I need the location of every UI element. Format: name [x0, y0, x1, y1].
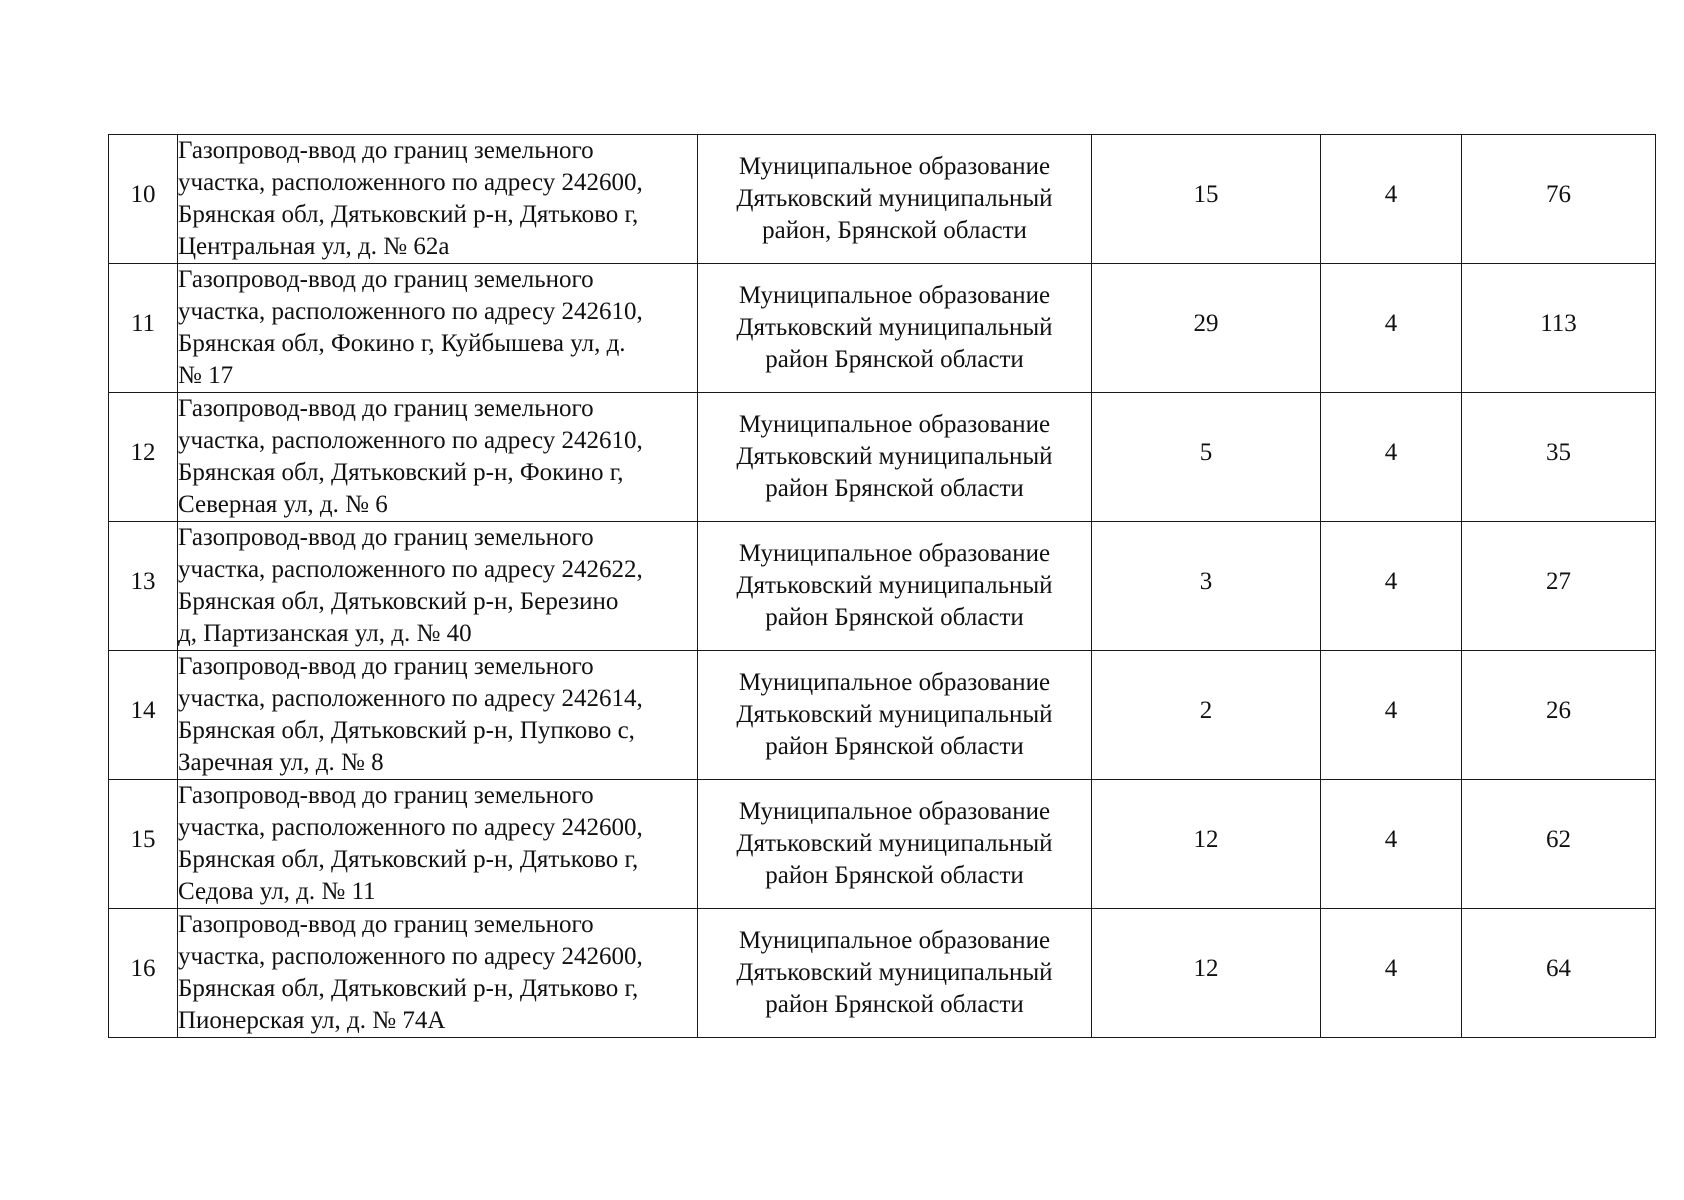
table-body — [109, 135, 1656, 1038]
category-cell — [1321, 780, 1462, 909]
owner-cell — [698, 135, 1092, 264]
owner-cell — [698, 780, 1092, 909]
owner-cell — [698, 909, 1092, 1038]
document-page — [108, 134, 1656, 1038]
object-description-cell — [178, 909, 698, 1038]
owner-cell — [698, 264, 1092, 393]
table-row — [109, 264, 1656, 393]
category-cell — [1321, 393, 1462, 522]
length-cell — [1092, 651, 1321, 780]
length-value: 15 — [1193, 181, 1219, 208]
row-number-cell — [109, 522, 178, 651]
category-cell — [1321, 651, 1462, 780]
amount-cell — [1462, 780, 1656, 909]
category-cell — [1321, 909, 1462, 1038]
row-number: 12 — [130, 439, 156, 466]
owner-name: Муниципальное образование Дятьковский муниципальный район Брянской области — [736, 927, 1053, 1018]
length-value: 3 — [1199, 568, 1213, 595]
table-row — [109, 909, 1656, 1038]
row-number-cell — [109, 393, 178, 522]
object-description: Газопровод-ввод до границ земельного участка, расположенного по адресу 242614, Брянская обл, Дятьковский р-н, Пупково с, Заречная ул, д. № 8 — [178, 653, 643, 776]
table-row — [109, 135, 1656, 264]
amount-value: 62 — [1546, 826, 1571, 853]
length-cell — [1092, 522, 1321, 651]
length-cell — [1092, 264, 1321, 393]
table-row — [109, 651, 1656, 780]
category-value: 4 — [1384, 697, 1398, 724]
row-number-cell — [109, 135, 178, 264]
amount-value: 113 — [1540, 310, 1577, 337]
category-value: 4 — [1384, 310, 1398, 337]
object-description-cell — [178, 264, 698, 393]
object-description: Газопровод-ввод до границ земельного участка, расположенного по адресу 242600, Брянская обл, Дятьковский р-н, Дятьково г, Седова ул, д. № 11 — [178, 782, 643, 905]
row-number: 16 — [130, 955, 156, 982]
object-description: Газопровод-ввод до границ земельного участка, расположенного по адресу 242610, Брянская обл, Фокино г, Куйбышева ул, д. № 17 — [178, 266, 643, 389]
amount-cell — [1462, 522, 1656, 651]
category-cell — [1321, 264, 1462, 393]
category-value: 4 — [1384, 568, 1398, 595]
amount-cell — [1462, 909, 1656, 1038]
length-cell — [1092, 393, 1321, 522]
length-value: 12 — [1193, 826, 1219, 853]
row-number-cell — [109, 780, 178, 909]
row-number-cell — [109, 909, 178, 1038]
row-number: 11 — [130, 310, 156, 337]
amount-cell — [1462, 135, 1656, 264]
row-number: 10 — [130, 181, 156, 208]
object-description-cell — [178, 651, 698, 780]
table-row — [109, 522, 1656, 651]
category-cell — [1321, 135, 1462, 264]
amount-cell — [1462, 393, 1656, 522]
gas-pipeline-table — [108, 134, 1656, 1038]
object-description: Газопровод-ввод до границ земельного участка, расположенного по адресу 242610, Брянская обл, Дятьковский р-н, Фокино г, Северная ул, д. № 6 — [178, 395, 643, 518]
length-value: 2 — [1199, 697, 1213, 724]
owner-cell — [698, 651, 1092, 780]
object-description: Газопровод-ввод до границ земельного участка, расположенного по адресу 242622, Брянская обл, Дятьковский р-н, Березино д, Партизанская ул, д. № 40 — [178, 524, 643, 647]
owner-cell — [698, 393, 1092, 522]
object-description: Газопровод-ввод до границ земельного участка, расположенного по адресу 242600, Брянская обл, Дятьковский р-н, Дятьково г, Центральная ул, д. № 62а — [178, 137, 643, 260]
object-description-cell — [178, 780, 698, 909]
amount-cell — [1462, 264, 1656, 393]
amount-value: 76 — [1546, 181, 1571, 208]
length-value: 29 — [1193, 310, 1219, 337]
owner-name: Муниципальное образование Дятьковский муниципальный район Брянской области — [736, 411, 1053, 502]
owner-name: Муниципальное образование Дятьковский муниципальный район Брянской области — [736, 540, 1053, 631]
length-value: 12 — [1193, 955, 1219, 982]
object-description-cell — [178, 393, 698, 522]
amount-value: 64 — [1546, 955, 1571, 982]
category-value: 4 — [1384, 955, 1398, 982]
amount-value: 27 — [1546, 568, 1571, 595]
category-cell — [1321, 522, 1462, 651]
amount-value: 35 — [1546, 439, 1571, 466]
length-cell — [1092, 909, 1321, 1038]
row-number: 13 — [130, 568, 156, 595]
row-number: 15 — [130, 826, 156, 853]
amount-cell — [1462, 651, 1656, 780]
object-description-cell — [178, 522, 698, 651]
length-cell — [1092, 780, 1321, 909]
row-number: 14 — [130, 697, 156, 724]
owner-cell — [698, 522, 1092, 651]
object-description: Газопровод-ввод до границ земельного участка, расположенного по адресу 242600, Брянская обл, Дятьковский р-н, Дятьково г, Пионерская ул, д. № 74А — [178, 911, 643, 1034]
category-value: 4 — [1384, 181, 1398, 208]
length-value: 5 — [1199, 439, 1213, 466]
row-number-cell — [109, 651, 178, 780]
amount-value: 26 — [1546, 697, 1571, 724]
owner-name: Муниципальное образование Дятьковский муниципальный район Брянской области — [736, 669, 1053, 760]
category-value: 4 — [1384, 439, 1398, 466]
object-description-cell — [178, 135, 698, 264]
category-value: 4 — [1384, 826, 1398, 853]
table-row — [109, 780, 1656, 909]
owner-name: Муниципальное образование Дятьковский муниципальный район Брянской области — [736, 282, 1053, 373]
length-cell — [1092, 135, 1321, 264]
table-row — [109, 393, 1656, 522]
owner-name: Муниципальное образование Дятьковский муниципальный район Брянской области — [736, 798, 1053, 889]
row-number-cell — [109, 264, 178, 393]
owner-name: Муниципальное образование Дятьковский муниципальный район, Брянской области — [736, 153, 1053, 244]
